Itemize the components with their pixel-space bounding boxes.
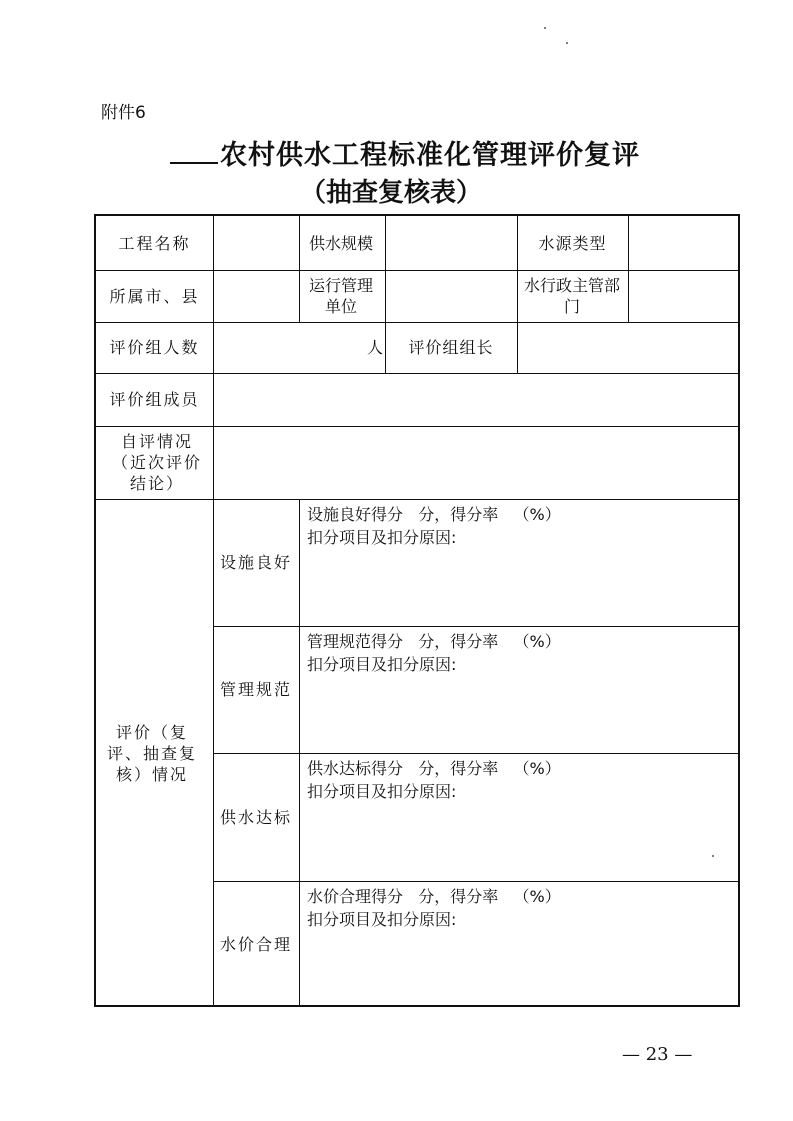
form-subtitle: （抽查复核表） [300, 178, 483, 208]
attachment-label: 附件6 [101, 103, 146, 123]
section-score-management: 管理规范得分 分，得分率 （%） [307, 632, 561, 651]
city-county-label: 所属市、县 [109, 286, 200, 306]
section-label-management: 管理规范 [219, 680, 292, 699]
evaluation-label: 评价（复评、抽查复核）情况 [106, 722, 197, 784]
water-source-label: 水源类型 [538, 233, 607, 253]
review-table [94, 214, 740, 1007]
page-number: — 23 — [622, 1044, 693, 1065]
group-count-label: 评价组人数 [109, 338, 200, 357]
self-eval-label: 自评情况（近次评价结论） [111, 432, 202, 493]
scan-speck [544, 27, 546, 29]
section-score-pricing: 水价合理得分 分，得分率 （%） [307, 887, 561, 906]
section-label-pricing: 水价合理 [219, 934, 292, 954]
authority-label: 水行政主管部门 [523, 276, 620, 316]
section-deduct-supply: 扣分项目及扣分原因: [307, 782, 457, 801]
members-label: 评价组成员 [109, 390, 200, 409]
project-name-label: 工程名称 [118, 233, 191, 253]
section-deduct-facilities: 扣分项目及扣分原因: [307, 528, 457, 547]
section-label-supply: 供水达标 [219, 807, 292, 827]
section-deduct-pricing: 扣分项目及扣分原因: [307, 910, 457, 929]
form-title [170, 133, 640, 172]
operator-label: 运行管理单位 [308, 276, 373, 316]
supply-scale-label: 供水规模 [308, 233, 373, 253]
person-unit: 人 [366, 338, 383, 357]
section-deduct-management: 扣分项目及扣分原因: [307, 655, 457, 674]
section-score-supply: 供水达标得分 分，得分率 （%） [307, 759, 561, 778]
group-leader-label: 评价组组长 [408, 338, 494, 357]
scan-speck [566, 42, 568, 44]
scan-speck [712, 855, 714, 857]
form-title-text: 农村供水工程标准化管理评价复评 [220, 140, 640, 171]
section-score-facilities: 设施良好得分 分，得分率 （%） [307, 505, 561, 524]
section-label-facilities: 设施良好 [219, 553, 292, 572]
title-blank-line [170, 140, 218, 164]
